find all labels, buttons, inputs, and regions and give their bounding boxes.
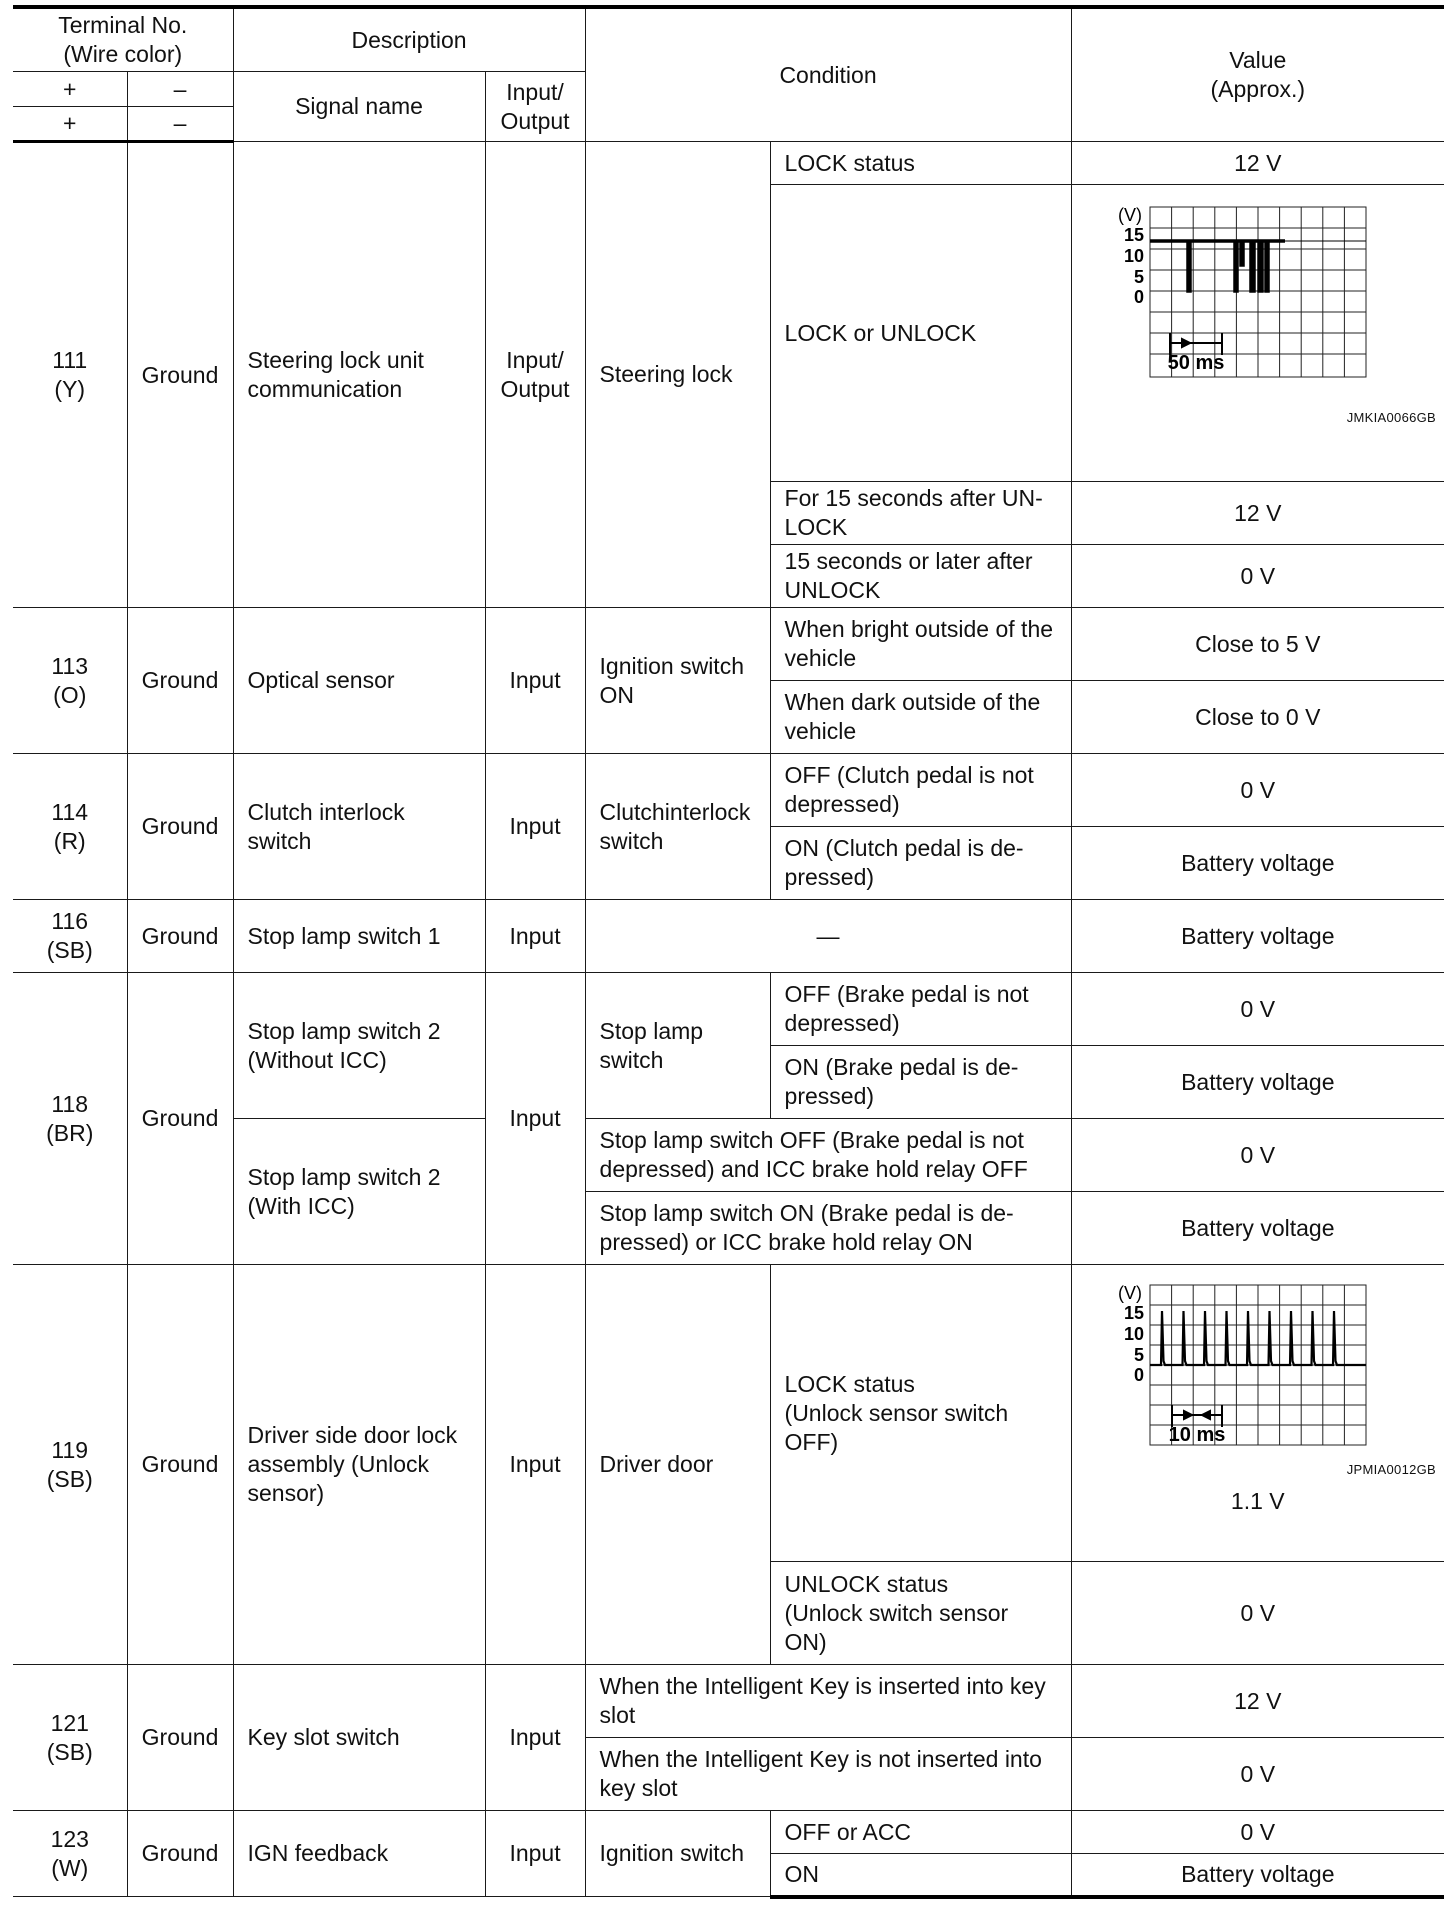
waveform-111-tick: 5 [1133,267,1144,287]
ground-121: Ground [127,1665,233,1811]
figure-code-119: JPMIA0012GB [1346,1462,1437,1477]
ground-114: Ground [127,754,233,900]
io-119: Input [485,1265,585,1665]
condition-119: Driver door [585,1265,770,1665]
condition-121-not-inserted: When the Intelligent Key is not inserted into key slot [585,1738,1071,1811]
io-116: Input [485,900,585,973]
value-121-not-inserted: 0 V [1071,1738,1444,1811]
subcondition-111-15s-later: 15 seconds or later after UNLOCK [770,545,1071,608]
timebase-111-label: 50 ms [1167,352,1224,374]
header-condition: Condition [585,7,1071,142]
ground-111: Ground [127,142,233,608]
header-input-output: Input/ Output [485,72,585,142]
value-123-on: Battery voltage [1071,1854,1444,1897]
terminal-113: 113 (O) [13,608,127,754]
subcondition-119-lock: LOCK status (Unlock sensor switch OFF) [770,1265,1071,1562]
signal-118-without-icc: Stop lamp switch 2 (Without ICC) [233,973,485,1119]
terminal-118: 118 (BR) [13,973,127,1265]
value-118-off: 0 V [1071,973,1444,1046]
io-113: Input [485,608,585,754]
value-118-icc-off: 0 V [1071,1119,1444,1192]
io-121: Input [485,1665,585,1811]
condition-111: Steering lock [585,142,770,608]
subcondition-111-lock: LOCK status [770,142,1071,185]
condition-116: — [585,900,1071,973]
value-113-dark: Close to 0 V [1071,681,1444,754]
terminal-121: 121 (SB) [13,1665,127,1811]
subcondition-123-off: OFF or ACC [770,1811,1071,1854]
value-114-off: 0 V [1071,754,1444,827]
value-118-on: Battery voltage [1071,1046,1444,1119]
waveform-111-tick: 0 [1133,287,1144,307]
header-plus: + [13,72,127,107]
condition-113: Ignition switch ON [585,608,770,754]
waveform-111-tick: 15 [1123,225,1144,245]
condition-123: Ignition switch [585,1811,770,1897]
header-terminal-no: Terminal No. (Wire color) [13,7,233,72]
waveform-111-plot [1110,205,1390,390]
condition-118-icc-on: Stop lamp switch ON (Brake pedal is de- pressed) or ICC brake hold relay ON [585,1192,1071,1265]
signal-113: Optical sensor [233,608,485,754]
waveform-111-unit: (V) [1117,205,1142,225]
header-description: Description [233,7,585,72]
value-116: Battery voltage [1071,900,1444,973]
value-111-15s-later: 0 V [1071,545,1444,608]
header-plus: + [13,107,127,142]
condition-114: Clutchinterlock switch [585,754,770,900]
value-114-on: Battery voltage [1071,827,1444,900]
ground-119: Ground [127,1265,233,1665]
value-123-off: 0 V [1071,1811,1444,1854]
condition-118-icc-off: Stop lamp switch OFF (Brake pedal is not depressed) and ICC brake hold relay OFF [585,1119,1071,1192]
condition-118-stop-lamp: Stop lamp switch [585,973,770,1119]
subcondition-111-15s-after: For 15 seconds after UN- LOCK [770,482,1071,545]
terminal-116: 116 (SB) [13,900,127,973]
value-111-lock: 12 V [1071,142,1444,185]
subcondition-114-on: ON (Clutch pedal is de- pressed) [770,827,1071,900]
io-111: Input/ Output [485,142,585,608]
ground-123: Ground [127,1811,233,1897]
subcondition-118-off: OFF (Brake pedal is not depressed) [770,973,1071,1046]
ground-118: Ground [127,973,233,1265]
terminal-table-sheet [13,5,1444,1899]
waveform-119-tick: 10 [1123,1324,1144,1344]
signal-116: Stop lamp switch 1 [233,900,485,973]
subcondition-113-dark: When dark outside of the vehicle [770,681,1071,754]
io-118: Input [485,973,585,1265]
signal-119: Driver side door lock assembly (Unlock sensor) [233,1265,485,1665]
value-119-unlock: 0 V [1071,1562,1444,1665]
value-118-icc-on: Battery voltage [1071,1192,1444,1265]
waveform-119-tick: 0 [1133,1365,1144,1385]
io-114: Input [485,754,585,900]
signal-111: Steering lock unit communication [233,142,485,608]
waveform-119-tick: 15 [1123,1303,1144,1323]
subcondition-114-off: OFF (Clutch pedal is not depressed) [770,754,1071,827]
header-value: Value (Approx.) [1071,7,1444,142]
value-119-lock: 1.1 V [1230,1488,1285,1514]
terminal-123: 123 (W) [13,1811,127,1897]
waveform-111-cell [1071,185,1444,482]
header-minus: – [127,72,233,107]
subcondition-113-bright: When bright outside of the vehicle [770,608,1071,681]
value-121-inserted: 12 V [1071,1665,1444,1738]
figure-code-111: JMKIA0066GB [1346,410,1437,425]
waveform-119-plot [1110,1281,1390,1451]
signal-118-with-icc: Stop lamp switch 2 (With ICC) [233,1119,485,1265]
ground-113: Ground [127,608,233,754]
condition-121-inserted: When the Intelligent Key is inserted into key slot [585,1665,1071,1738]
terminal-114: 114 (R) [13,754,127,900]
waveform-119-cell [1071,1265,1444,1562]
signal-123: IGN feedback [233,1811,485,1897]
waveform-119-tick: 5 [1133,1345,1144,1365]
terminal-119: 119 (SB) [13,1265,127,1665]
subcondition-123-on: ON [770,1854,1071,1897]
signal-121: Key slot switch [233,1665,485,1811]
waveform-111-tick: 10 [1123,246,1144,266]
terminal-111: 111 (Y) [13,142,127,608]
value-111-15s-after: 12 V [1071,482,1444,545]
signal-114: Clutch interlock switch [233,754,485,900]
subcondition-111-lock-unlock: LOCK or UNLOCK [770,185,1071,482]
timebase-119-label: 10 ms [1168,1424,1225,1446]
subcondition-119-unlock: UNLOCK status (Unlock switch sensor ON) [770,1562,1071,1665]
waveform-119-unit: (V) [1117,1283,1142,1303]
io-123: Input [485,1811,585,1897]
header-minus: – [127,107,233,142]
header-signal-name: Signal name [233,72,485,142]
ground-116: Ground [127,900,233,973]
value-113-bright: Close to 5 V [1071,608,1444,681]
subcondition-118-on: ON (Brake pedal is de- pressed) [770,1046,1071,1119]
terminal-table [13,5,1444,1899]
